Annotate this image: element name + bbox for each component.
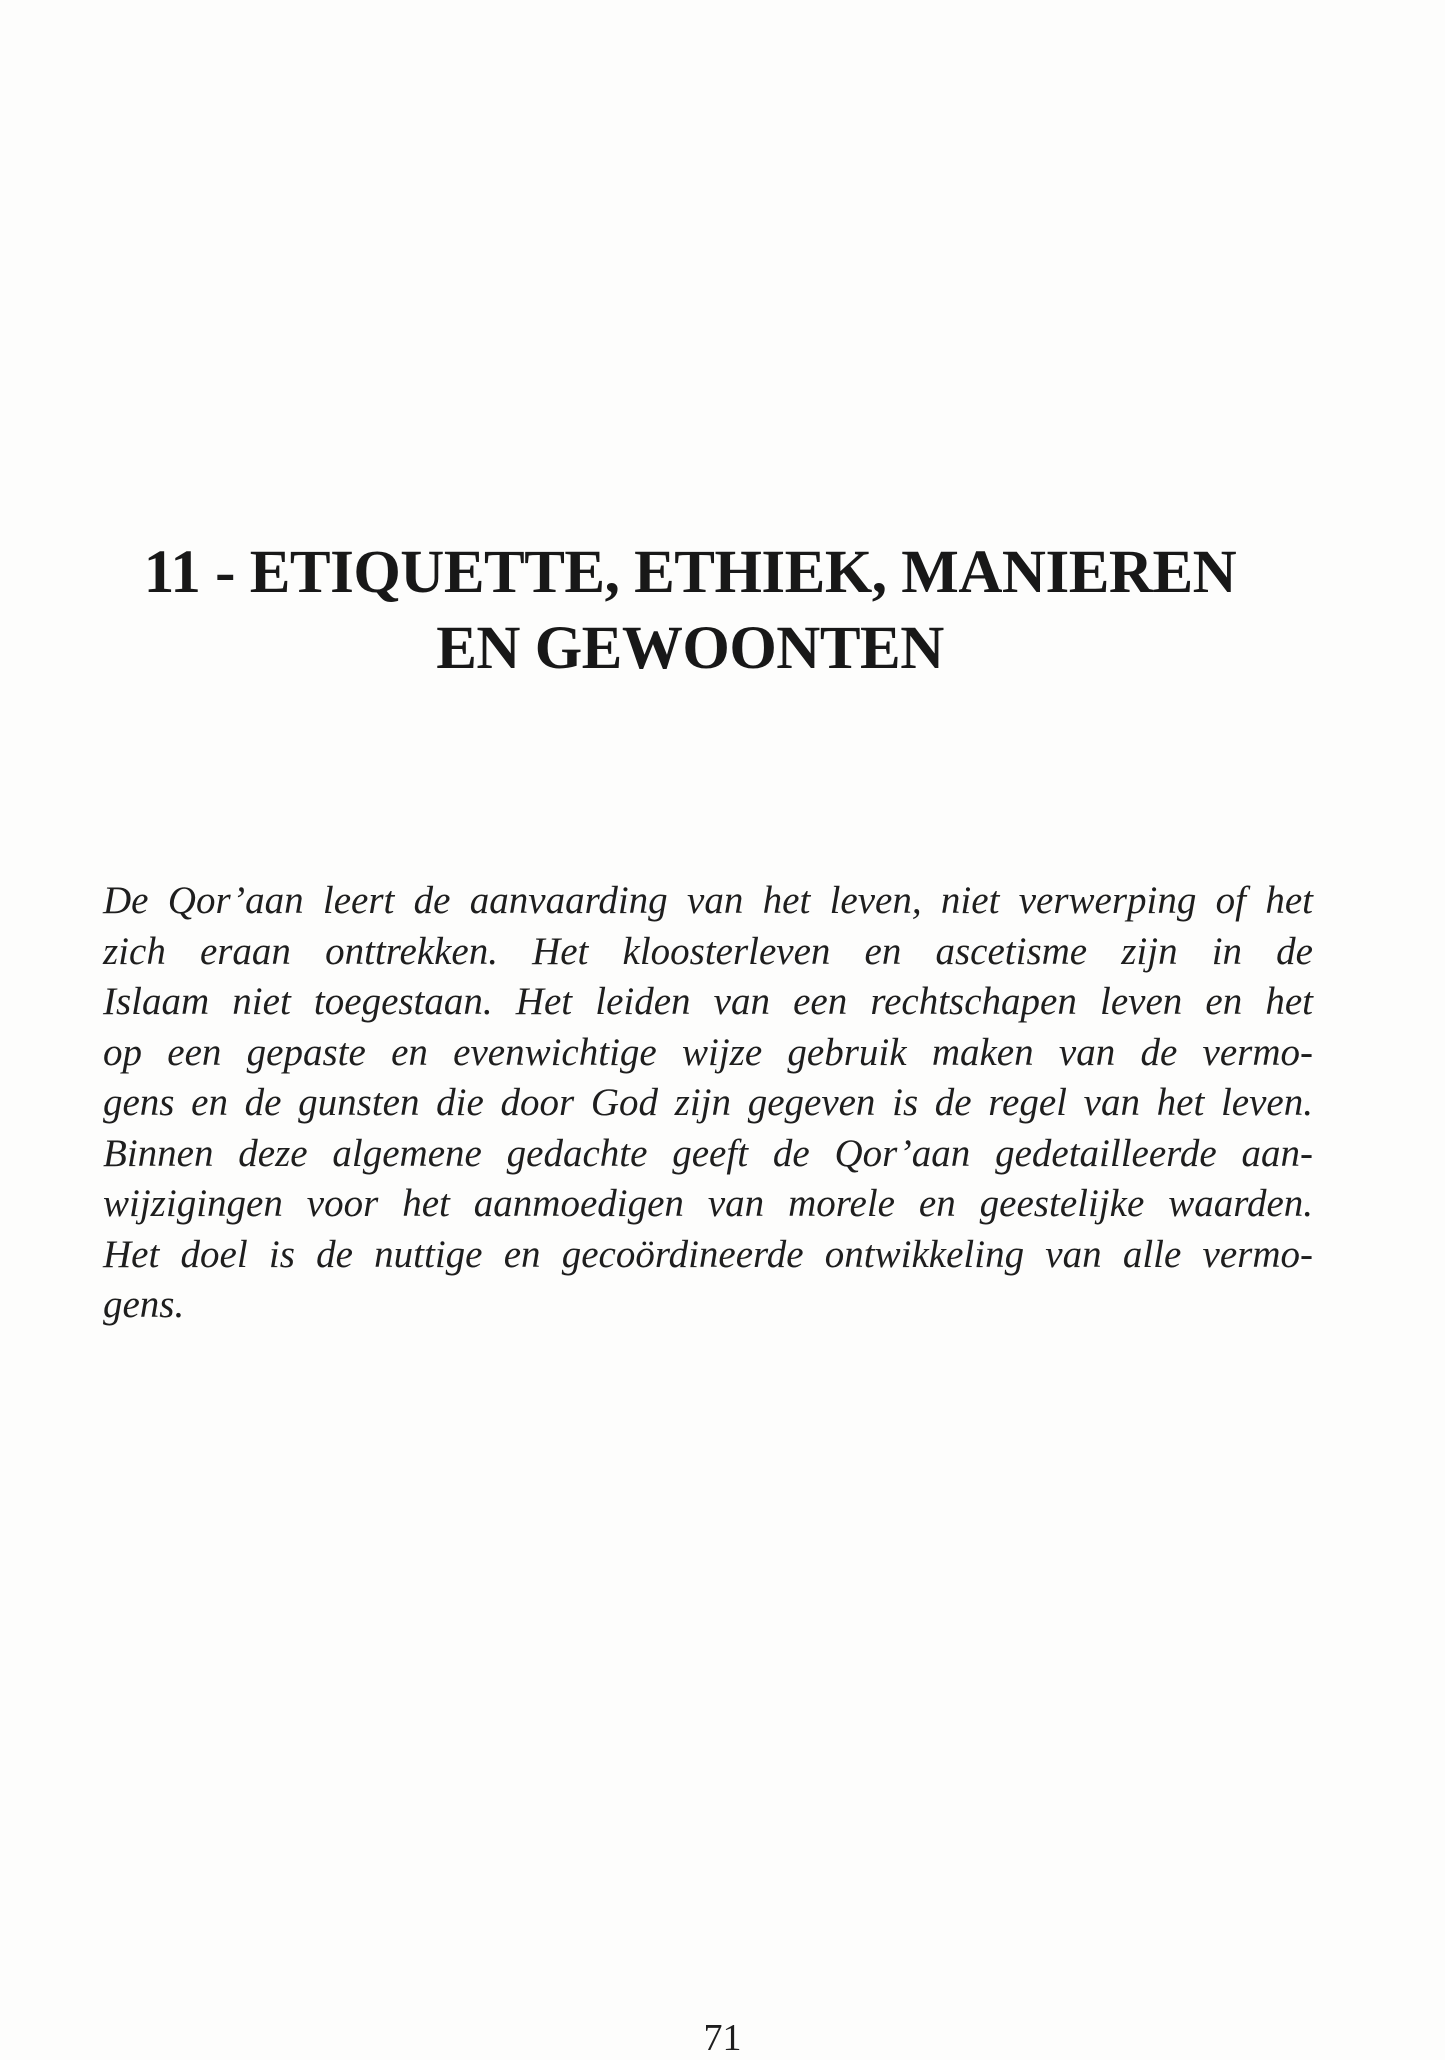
paragraph-line: op een gepaste en evenwichtige wijze gebruik maken van de vermo- [103,1030,1313,1074]
paragraph-line: gens en de gunsten die door God zijn gegeven is de regel van het leven. [103,1081,1313,1124]
paragraph-line: gens. [103,1283,185,1326]
paragraph-line: Islaam niet toegestaan. Het leiden van een rechtschapen leven en het [103,980,1313,1023]
paragraph-line: zich eraan onttrekken. Het kloosterleven en ascetisme zijn in de [103,929,1313,973]
paragraph-line: Het doel is de nuttige en gecoördineerde ontwikkeling van alle vermo- [103,1232,1313,1276]
paragraph-line: Binnen deze algemene gedachte geeft de Qor’aan gedetailleerde aan- [103,1131,1313,1175]
chapter-title [100,535,1280,687]
body-paragraph [103,876,1313,1331]
page-number: 71 [703,2017,742,2059]
paragraph-line: wijzigingen voor het aanmoedigen van morele en geestelijke waarden. [103,1182,1313,1225]
chapter-title-line: 11 - ETIQUETTE, ETHIEK, MANIEREN [143,539,1237,606]
paragraph-line: De Qor’aan leert de aanvaarding van het leven, niet verwerping of het [103,879,1313,922]
chapter-title-line: EN GEWOONTEN [436,615,944,682]
